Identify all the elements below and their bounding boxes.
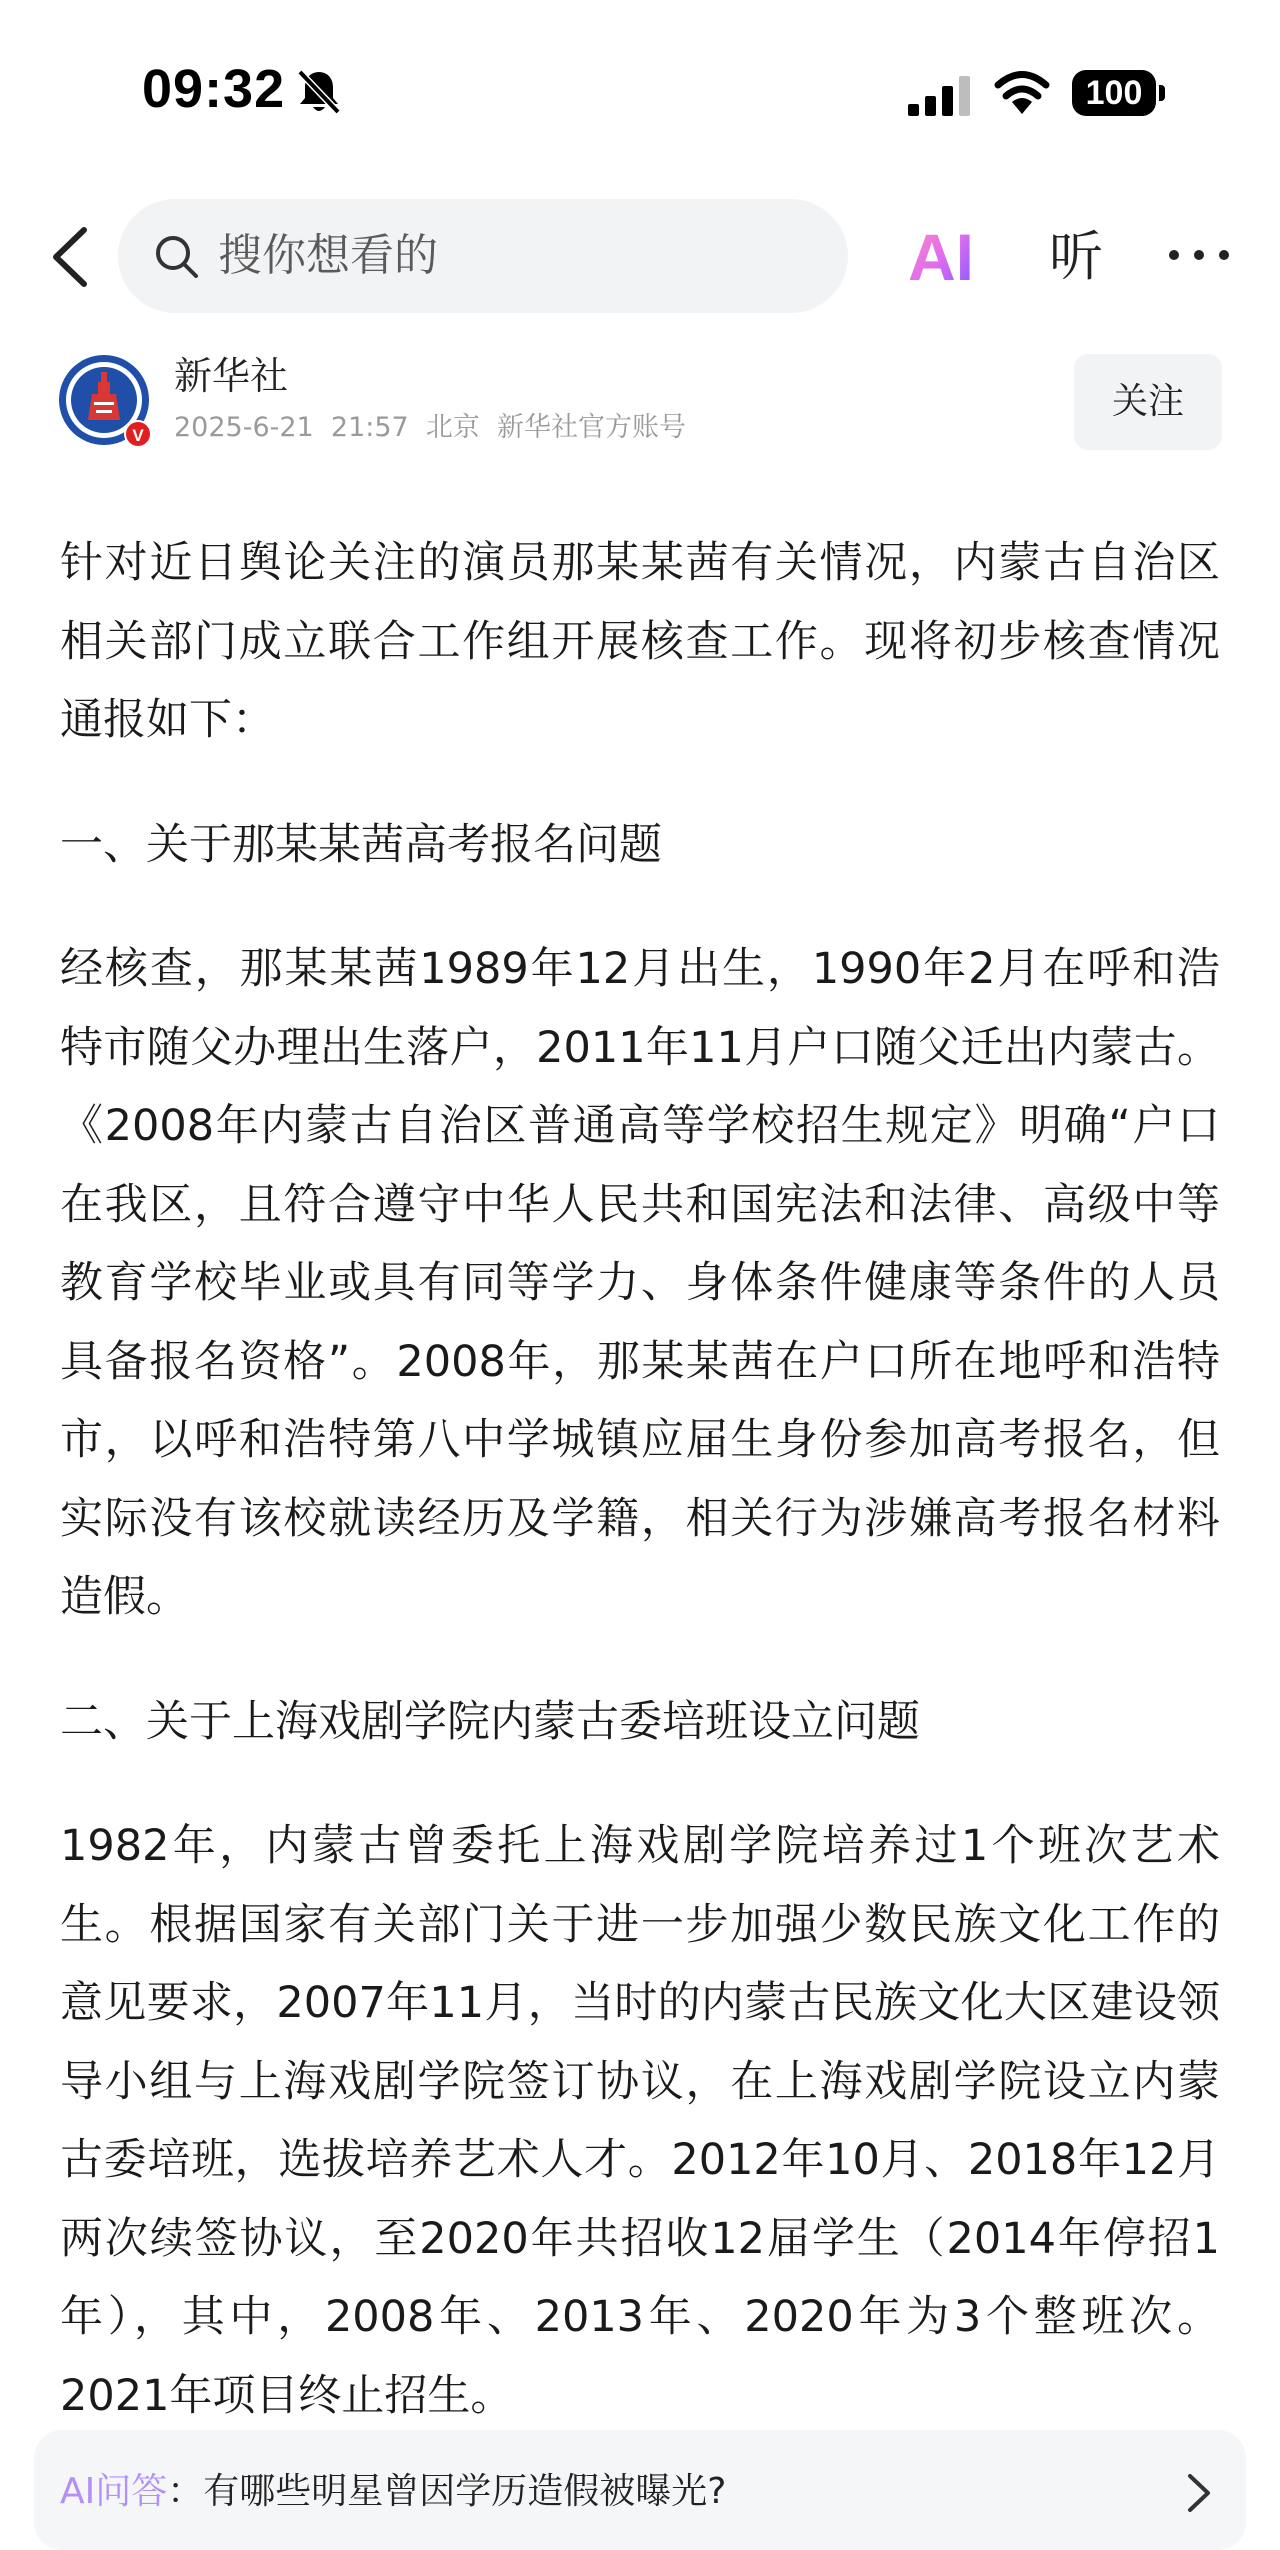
article-body bbox=[60, 524, 1220, 2481]
battery-icon bbox=[1072, 70, 1164, 116]
signal-icon bbox=[908, 76, 972, 116]
ai-label: AI bbox=[908, 222, 974, 288]
article-section-heading: 二、关于上海戏剧学院内蒙古委培班设立问题 bbox=[60, 1696, 920, 1747]
article-paragraph: 针对近日舆论关注的演员那某某茜有关情况，内蒙古自治区相关部门成立联合工作组开展核查工作。现将初步核查情况通报如下： bbox=[60, 538, 1220, 745]
battery-level: 100 bbox=[1072, 70, 1156, 116]
bell-slash-icon bbox=[296, 68, 342, 116]
article-paragraph: 经核查，那某某茜1989年12月出生，1990年2月在呼和浩特市随父办理出生落户，2011年11月户口随父迁出内蒙古。《2008年内蒙古自治区普通高等学校招生规定》明确“户口在我区，且符合遵守中华人民共和国宪法和法律、高级中等教育学校毕业或具有同等学力、身体条件健康等条件的人员具备报名资格”。2008年，那某某茜在户口所在地呼和浩特市，以呼和浩特第八中学城镇应届生身份参加高考报名，但实际没有该校就读经历及学籍，相关行为涉嫌高考报名材料造假。 bbox=[60, 944, 1220, 1622]
status-time: 09:32 bbox=[142, 59, 286, 119]
ai-question-bar[interactable] bbox=[34, 2430, 1246, 2550]
follow-button[interactable]: 关注 bbox=[1074, 354, 1222, 450]
ai-icon[interactable] bbox=[908, 222, 980, 288]
article-section-heading: 一、关于那某某茜高考报名问题 bbox=[60, 819, 662, 870]
ai-question-text bbox=[60, 2470, 726, 2514]
search-icon bbox=[152, 232, 200, 280]
more-icon[interactable] bbox=[1166, 240, 1232, 270]
wifi-icon bbox=[994, 70, 1050, 114]
verified-badge-text: V bbox=[132, 426, 144, 445]
chevron-right-icon bbox=[1184, 2470, 1214, 2516]
search-placeholder: 搜你想看的 bbox=[218, 230, 438, 281]
battery-tip bbox=[1159, 85, 1165, 101]
search-input[interactable] bbox=[118, 199, 848, 313]
ai-question-label: AI问答 bbox=[60, 2471, 168, 2512]
ai-question: ：有哪些明星曾因学历造假被曝光? bbox=[167, 2471, 727, 2512]
author-meta: 2025-6-21 21:57 北京 新华社官方账号 bbox=[174, 412, 687, 443]
author-name[interactable]: 新华社 bbox=[174, 354, 289, 398]
avatar[interactable] bbox=[58, 354, 154, 450]
status-bar bbox=[0, 0, 1280, 190]
listen-button[interactable]: 听 bbox=[1049, 225, 1103, 288]
article-paragraph: 1982年，内蒙古曾委托上海戏剧学院培养过1个班次艺术生。根据国家有关部门关于进一步加强少数民族文化工作的意见要求，2007年11月，当时的内蒙古民族文化大区建设领导小组与上海戏剧学院签订协议，在上海戏剧学院设立内蒙古委培班，选拔培养艺术人才。2012年10月、2018年12月两次续签协议，至2020年共招收12届学生（2014年停招1年），其中，2008年、2013年、2020年为3个整班次。2021年项目终止招生。 bbox=[60, 1821, 1220, 2421]
back-icon[interactable] bbox=[44, 222, 100, 292]
